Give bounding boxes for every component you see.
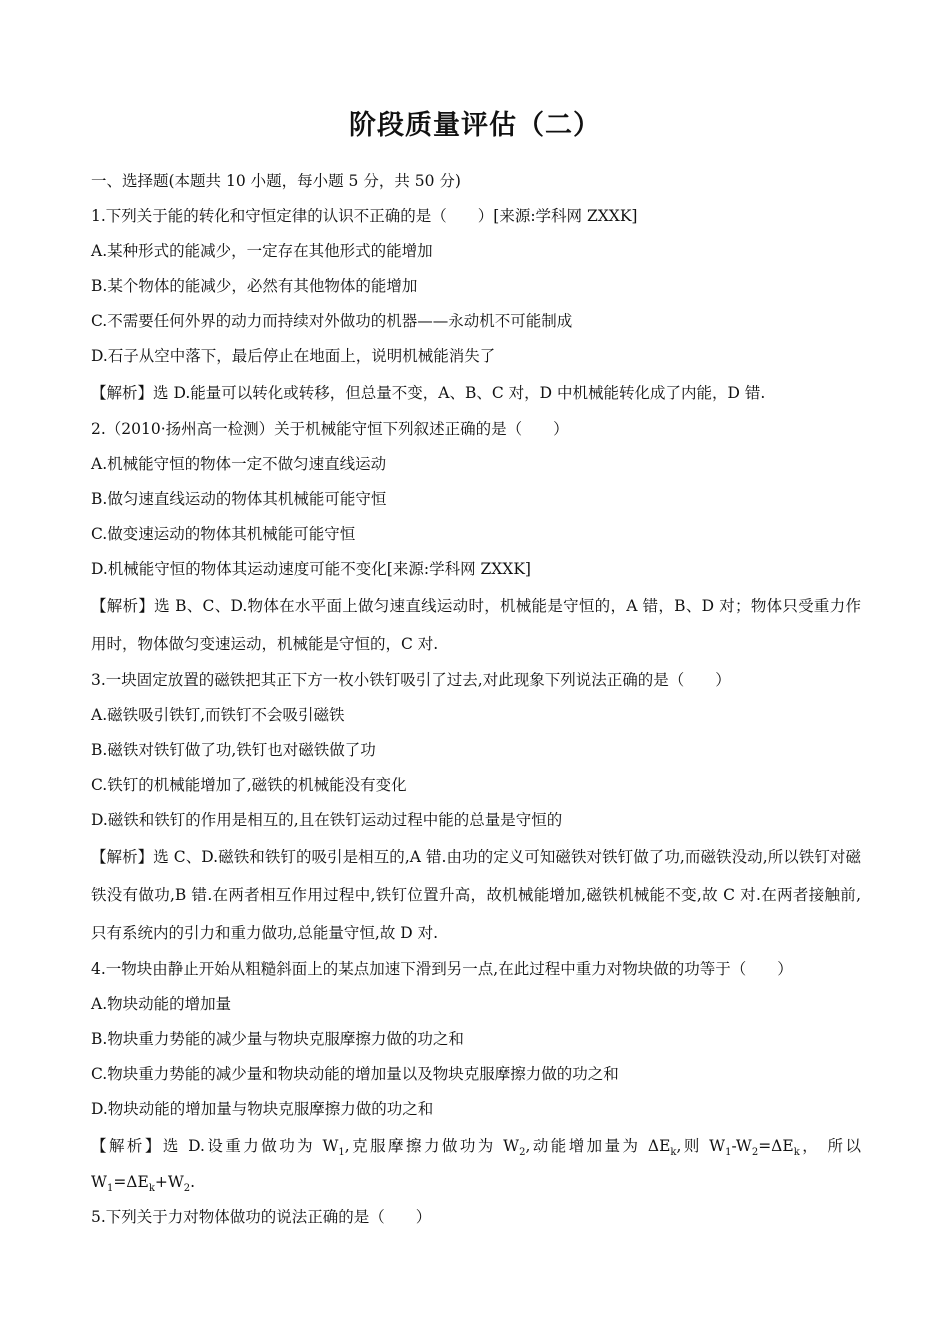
- document-body: [91, 164, 861, 1235]
- question-option: B.做匀速直线运动的物体其机械能可能守恒: [91, 490, 387, 508]
- subscript: k: [670, 1147, 677, 1159]
- section-header: 一、选择题(本题共 10 小题，每小题 5 分，共 50 分): [91, 172, 461, 190]
- question-analysis: [91, 374, 861, 412]
- analysis-text: 选 D.设重力做功为 W: [162, 1137, 339, 1155]
- analysis-text: 选 D.能量可以转化或转移，但总量不变，A、B、C 对，D 中机械能转化成了内能，D 错.: [153, 384, 766, 402]
- question-option: D.物块动能的增加量与物块克服摩擦力做的功之和: [91, 1100, 434, 1118]
- page-title: 阶段质量评估（二）: [349, 110, 601, 141]
- question-option: A.磁铁吸引铁钉,而铁钉不会吸引磁铁: [91, 706, 345, 724]
- formula-text: =ΔE: [113, 1173, 149, 1191]
- question-analysis: [91, 1127, 861, 1165]
- question-analysis: [91, 587, 861, 663]
- subscript: 1: [338, 1147, 345, 1159]
- question-stem: 1.下列关于能的转化和守恒定律的认识不正确的是（ ）[来源:学科网 ZXXK]: [91, 207, 638, 225]
- question-option: C.不需要任何外界的动力而持续对外做功的机器——永动机不可能制成: [91, 312, 573, 330]
- question-stem: 2.（2010·扬州高一检测）关于机械能守恒下列叙述正确的是（ ）: [91, 420, 569, 438]
- analysis-tag: 【解析】: [91, 597, 155, 615]
- question-option: D.石子从空中落下，最后停止在地面上，说明机械能消失了: [91, 347, 496, 365]
- question-option: A.物块动能的增加量: [91, 995, 232, 1013]
- question-option: B.物块重力势能的减少量与物块克服摩擦力做的功之和: [91, 1030, 464, 1048]
- analysis-tag: 【解析】: [91, 848, 154, 866]
- analysis-text: ,动能增加量为 ΔE: [525, 1137, 671, 1155]
- question-option: D.机械能守恒的物体其运动速度可能不变化[来源:学科网 ZXXK]: [91, 560, 531, 578]
- subscript: k: [148, 1183, 155, 1195]
- analysis-text: 选 C、D.磁铁和铁钉的吸引是相互的,A 错.由功的定义可知磁铁对铁钉做了功,而磁铁没动,所以铁钉对磁铁没有做功,B 错.在两者相互作用过程中,铁钉位置升高，故机械能增加,磁铁机械能不变,故 C 对.在两者接触前,只有系统内的引力和重力做功,总能量守恒,故 D 对.: [91, 848, 861, 942]
- analysis-text: -W: [731, 1137, 752, 1155]
- analysis-text: ， 所以: [799, 1137, 861, 1155]
- question-option: A.某种形式的能减少，一定存在其他形式的能增加: [91, 242, 433, 260]
- analysis-text: =ΔE: [758, 1137, 794, 1155]
- analysis-tag: 【解析】: [91, 384, 154, 402]
- question-option: C.做变速运动的物体其机械能可能守恒: [91, 525, 356, 543]
- question-option: C.物块重力势能的减少量和物块动能的增加量以及物块克服摩擦力做的功之和: [91, 1065, 619, 1083]
- analysis-text: ,克服摩擦力做功为 W: [344, 1137, 520, 1155]
- formula-text: .: [190, 1173, 196, 1191]
- subscript: 1: [106, 1183, 114, 1195]
- formula-text: W: [91, 1173, 107, 1191]
- question-option: B.某个物体的能减少，必然有其他物体的能增加: [91, 277, 418, 295]
- question-analysis: [91, 838, 861, 952]
- subscript: 2: [519, 1147, 526, 1159]
- subscript: k: [793, 1147, 800, 1159]
- question-option: B.磁铁对铁钉做了功,铁钉也对磁铁做了功: [91, 741, 376, 759]
- subscript: 2: [751, 1147, 759, 1159]
- subscript: 1: [725, 1147, 732, 1159]
- question-stem: 3.一块固定放置的磁铁把其正下方一枚小铁钉吸引了过去,对此现象下列说法正确的是（ ）: [91, 671, 731, 689]
- analysis-text: ,则 W: [676, 1137, 726, 1155]
- question-option: A.机械能守恒的物体一定不做匀速直线运动: [91, 455, 387, 473]
- subscript: 2: [183, 1183, 191, 1195]
- question-stem: 5.下列关于力对物体做功的说法正确的是（ ）: [91, 1208, 432, 1226]
- question-stem: 4.一物块由静止开始从粗糙斜面上的某点加速下滑到另一点,在此过程中重力对物块做的功等于（ ）: [91, 960, 793, 978]
- question-option: D.磁铁和铁钉的作用是相互的,且在铁钉运动过程中能的总量是守恒的: [91, 811, 563, 829]
- analysis-text: 选 B、C、D.物体在水平面上做匀速直线运动时，机械能是守恒的，A 错，B、D 对；物体只受重力作用时，物体做匀变速运动，机械能是守恒的，C 对.: [91, 597, 861, 653]
- question-option: C.铁钉的机械能增加了,磁铁的机械能没有变化: [91, 776, 407, 794]
- formula-text: +W: [154, 1173, 184, 1191]
- analysis-tag: 【解析】: [91, 1137, 163, 1155]
- analysis-formula-line: [91, 1165, 861, 1200]
